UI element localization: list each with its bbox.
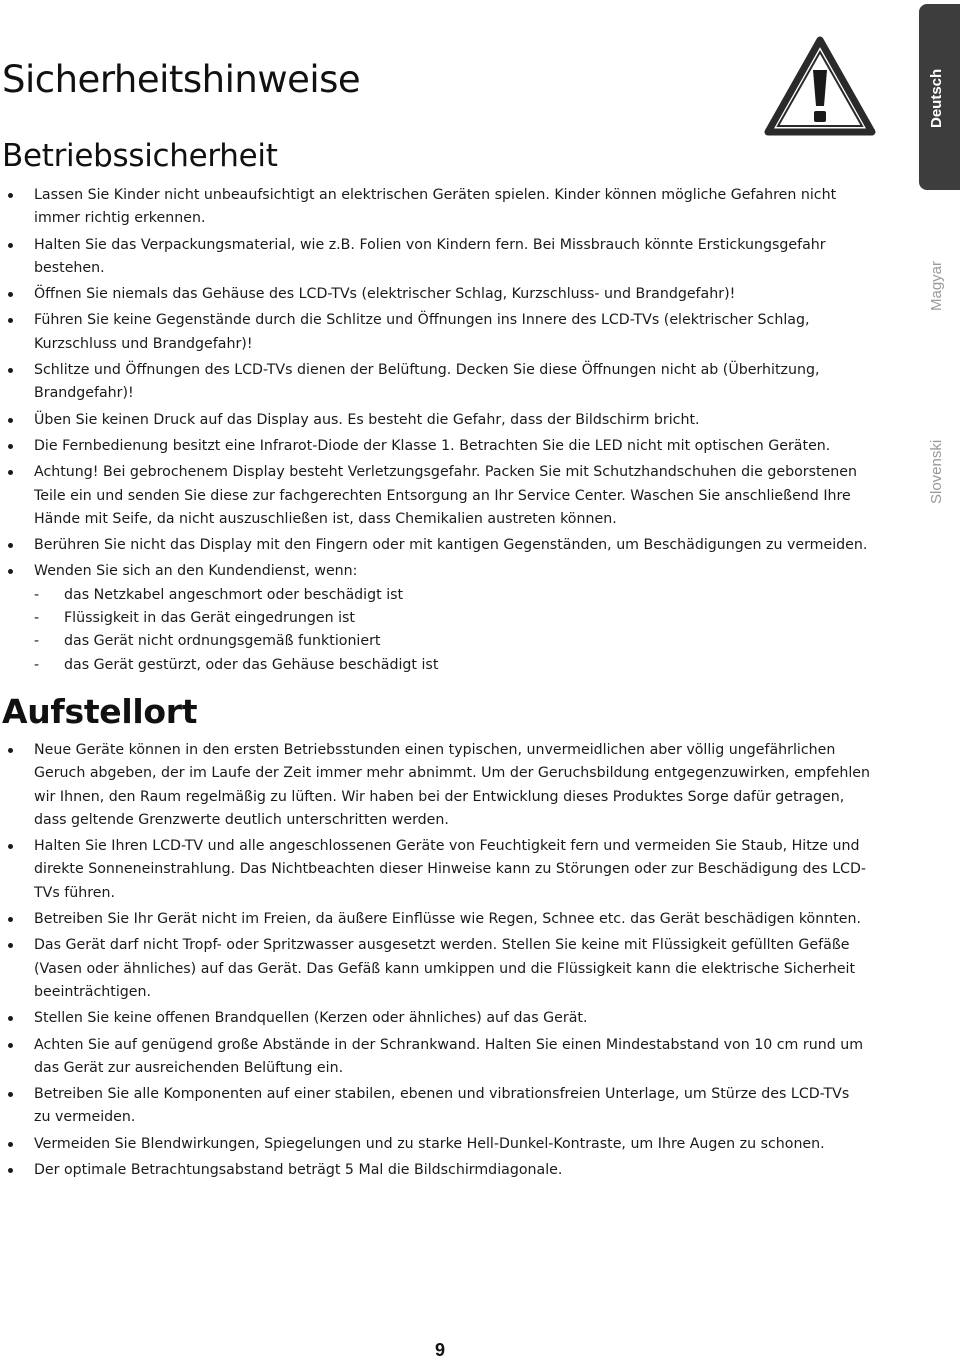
bullet-icon [8,1016,13,1021]
safety-list [0,184,870,680]
bullet-icon [8,1043,13,1048]
bullet-icon [8,418,13,423]
list-item: Halten Sie das Verpackungsmaterial, wie z.B. Folien von Kindern fern. Bei Missbrauch könnte Erstickungsgefahr bestehen. [0,234,870,281]
bullet-icon [8,292,13,297]
placement-list [0,739,870,1185]
bullet-icon [8,569,13,574]
bullet-icon [8,1168,13,1173]
list-item: Üben Sie keinen Druck auf das Display aus. Es besteht die Gefahr, dass der Bildschirm bricht. [0,409,870,432]
bullet-icon [8,368,13,373]
bullet-icon [8,318,13,323]
bullet-icon [8,1142,13,1147]
bullet-icon [8,844,13,849]
list-item: Achtung! Bei gebrochenem Display besteht Verletzungsgefahr. Packen Sie mit Schutzhandschuhen die geborstenen Teile ein und senden Sie diese zur fachgerechten Entsorgung an Ihr Service Center. Waschen Sie anschließend Ihre Hände mit Seife, da nicht auszuschließen ist, dass Chemikalien austreten können. [0,461,870,531]
service-subitem: - Flüssigkeit in das Gerät eingedrungen ist [34,610,355,627]
list-item: Der optimale Betrachtungsabstand beträgt 5 Mal die Bildschirmdiagonale. [0,1159,870,1182]
list-item: Berühren Sie nicht das Display mit den Fingern oder mit kantigen Gegenständen, um Beschädigungen zu vermeiden. [0,534,870,557]
bullet-icon [8,444,13,449]
list-item: Schlitze und Öffnungen des LCD-TVs dienen der Belüftung. Decken Sie diese Öffnungen nicht ab (Überhitzung, Brandgefahr)! [0,359,870,406]
page-number: 9 [434,1340,445,1360]
list-item: Betreiben Sie alle Komponenten auf einer stabilen, ebenen und vibrationsfreien Unterlage, um Stürze des LCD-TVs zu vermeiden. [0,1083,870,1130]
tab-deutsch-label[interactable]: Deutsch [928,68,945,128]
list-item-service: Wenden Sie sich an den Kundendienst, wenn: - das Netzkabel angeschmort oder beschädigt ist - Flüssigkeit in das Gerät eingedrungen ist - das Gerät nicht ordnungsgemäß funktioniert - das Gerät gestürzt, oder das Gehäuse beschädigt ist [0,560,870,676]
bullet-icon [8,470,13,475]
service-subitem: - das Gerät nicht ordnungsgemäß funktioniert [34,633,381,650]
list-item: Vermeiden Sie Blendwirkungen, Spiegelungen und zu starke Hell-Dunkel-Kontraste, um Ihre Augen zu schonen. [0,1133,870,1156]
list-item: Lassen Sie Kinder nicht unbeaufsichtigt an elektrischen Geräten spielen. Kinder können mögliche Gefahren nicht immer richtig erkennen. [0,184,870,231]
list-item: Die Fernbedienung besitzt eine Infrarot-Diode der Klasse 1. Betrachten Sie die LED nicht mit optischen Geräten. [0,435,870,458]
service-subitem: - das Netzkabel angeschmort oder beschädigt ist [34,586,404,603]
section-heading-betriebssicherheit: Betriebssicherheit [2,138,278,174]
bullet-icon [8,943,13,948]
list-item: Achten Sie auf genügend große Abstände in der Schrankwand. Halten Sie einen Mindestabstand von 10 cm rund um das Gerät zur ausreichenden Belüftung ein. [0,1034,870,1081]
bullet-icon [8,1092,13,1097]
bullet-icon [8,543,13,548]
tab-magyar[interactable]: Magyar [928,260,945,311]
bullet-icon [8,193,13,198]
bullet-icon [8,243,13,248]
service-subitem: - das Gerät gestürzt, oder das Gehäuse beschädigt ist [34,656,439,673]
list-item: Halten Sie Ihren LCD-TV und alle angeschlossenen Geräte von Feuchtigkeit fern und vermeiden Sie Staub, Hitze und direkte Sonneneinstrahlung. Das Nichtbeachten dieser Hinweise kann zu Störungen oder zur Beschädigung des LCD-TVs führen. [0,835,870,905]
bullet-icon [8,917,13,922]
list-item: Führen Sie keine Gegenstände durch die Schlitze und Öffnungen ins Innere des LCD-TVs (elektrischer Schlag, Kurzschluss und Brandgefahr)! [0,309,870,356]
list-item: Stellen Sie keine offenen Brandquellen (Kerzen oder ähnliches) auf das Gerät. [0,1007,870,1030]
page-title: Sicherheitshinweise [2,58,361,101]
tab-slovenski[interactable]: Slovenski [928,439,945,504]
bullet-icon [8,748,13,753]
list-item: Neue Geräte können in den ersten Betriebsstunden einen typischen, unvermeidlichen aber völlig ungefährlichen Geruch abgeben, der im Laufe der Zeit immer mehr abnimmt. Um der Geruchsbildung entgegenzuwirken, empfehlen wir Ihnen, den Raum regelmäßig zu lüften. Wir haben bei der Entwicklung dieses Produktes Sorge dafür getragen, dass geltende Grenzwerte deutlich unterschritten werden. [0,739,870,832]
list-item: Öffnen Sie niemals das Gehäuse des LCD-TVs (elektrischer Schlag, Kurzschluss- und Brandgefahr)! [0,283,870,306]
section-heading-aufstellort: Aufstellort [2,692,198,731]
list-item: Betreiben Sie Ihr Gerät nicht im Freien, da äußere Einflüsse wie Regen, Schnee etc. das Gerät beschädigen könnten. [0,908,870,931]
list-item: Das Gerät darf nicht Tropf- oder Spritzwasser ausgesetzt werden. Stellen Sie keine mit Flüssigkeit gefüllten Gefäße (Vasen oder ähnliches) auf das Gerät. Das Gefäß kann umkippen und die Flüssigkeit kann die elektrische Sicherheit beeinträchtigen. [0,934,870,1004]
warning-triangle-icon [764,36,876,136]
